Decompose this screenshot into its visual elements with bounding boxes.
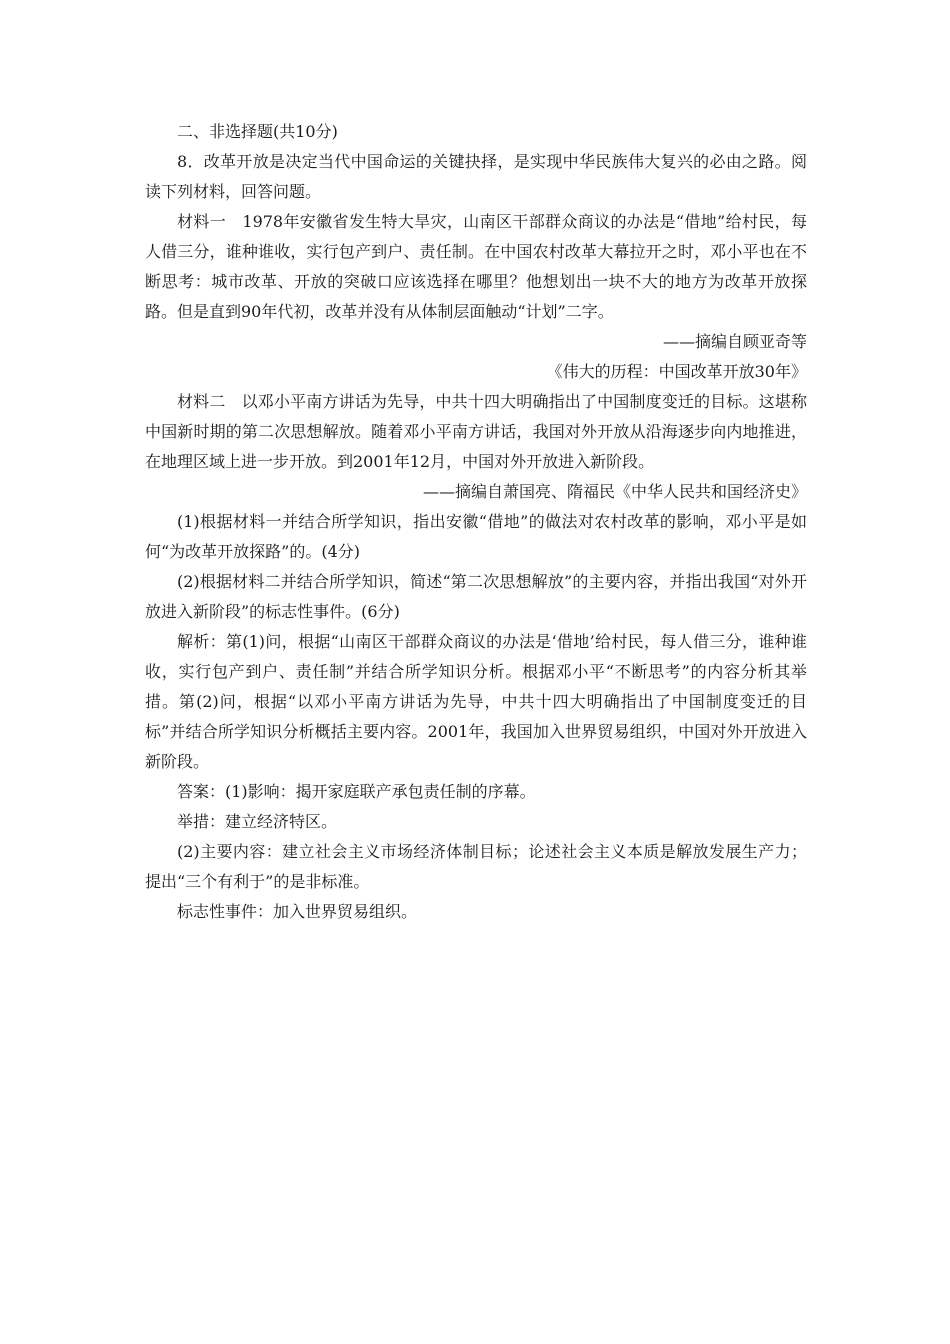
material-one-source-author: ——摘编自顾亚奇等: [662, 332, 807, 351]
document-content: [145, 117, 807, 927]
sub-question-2: (2)根据材料二并结合所学知识，简述“第二次思想解放”的主要内容，并指出我国“对外开放进入新阶段”的标志性事件。(6分): [145, 572, 807, 621]
material-one: 材料一 1978年安徽省发生特大旱灾，山南区干部群众商议的办法是“借地”给村民，每人借三分，谁种谁收，实行包产到户、责任制。在中国农村改革大幕拉开之时，邓小平也在不断思考：城市改革、开放的突破口应该选择在哪里？他想划出一块不大的地方为改革开放探路。但是直到90年代初，改革并没有从体制层面触动“计划”二字。: [145, 212, 807, 321]
question-stem: 8．改革开放是决定当代中国命运的关键抉择，是实现中华民族伟大复兴的必由之路。阅读下列材料，回答问题。: [145, 152, 807, 201]
sub-question-1: (1)根据材料一并结合所学知识，指出安徽“借地”的做法对农村改革的影响，邓小平是如何“为改革开放探路”的。(4分): [145, 512, 807, 561]
answer-2-event: 标志性事件：加入世界贸易组织。: [177, 902, 418, 921]
material-two: 材料二 以邓小平南方讲话为先导，中共十四大明确指出了中国制度变迁的目标。这堪称中国新时期的第二次思想解放。随着邓小平南方讲话，我国对外开放从沿海逐步向内地推进，在地理区域上进一步开放。到2001年12月，中国对外开放进入新阶段。: [145, 392, 807, 471]
material-two-source: ——摘编自萧国亮、隋福民《中华人民共和国经济史》: [422, 482, 807, 501]
material-one-source-title: 《伟大的历程：中国改革开放30年》: [546, 362, 807, 381]
answer-1-measure: 举措：建立经济特区。: [177, 812, 338, 831]
section-title: 二、非选择题(共10分): [177, 122, 338, 141]
answer-1-impact: 答案：(1)影响：揭开家庭联产承包责任制的序幕。: [177, 782, 536, 801]
analysis-paragraph: 解析：第(1)问，根据“山南区干部群众商议的办法是‘借地’给村民，每人借三分，谁种谁收，实行包产到户、责任制”并结合所学知识分析。根据邓小平“不断思考”的内容分析其举措。第(2)问，根据“以邓小平南方讲话为先导，中共十四大明确指出了中国制度变迁的目标”并结合所学知识分析概括主要内容。2001年，我国加入世界贸易组织，中国对外开放进入新阶段。: [145, 632, 807, 771]
answer-2-content: (2)主要内容：建立社会主义市场经济体制目标；论述社会主义本质是解放发展生产力；提出“三个有利于”的是非标准。: [145, 842, 807, 891]
